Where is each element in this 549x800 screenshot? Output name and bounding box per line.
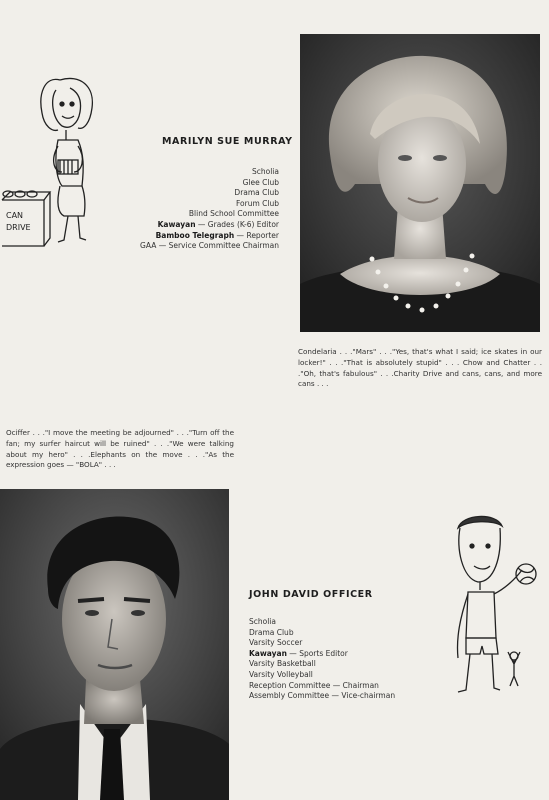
activity-item: Assembly Committee — Vice-chairman (249, 691, 396, 701)
activity-item: Scholia (249, 617, 276, 626)
activities-list-john (249, 617, 395, 702)
activity-item: Varsity Volleyball (249, 669, 313, 679)
quote-marilyn: Condelaria . . ."Mars" . . ."Yes, that's what I said; ice skates in our locker!" . . ."That is absolutely stupid" . . . Chow and Chatter . . ."Oh, that's fabulous" . . .Charity Drive and cans, cans, and more cans . . . (298, 347, 542, 389)
activity-item: Blind School Committee (188, 209, 279, 219)
quote-john: Ociffer . . ."I move the meeting be adjourned" . . ."Turn off the fan; my surfer haircut will be ruined" . . ."We were talking about my hero" . . .Elephants on the move . . ."As the expression goes — "BOLA" . . . (6, 428, 234, 470)
activity-item: Reception Committee — Chairman (249, 680, 379, 690)
portrait-photo-john-art (0, 489, 229, 800)
activity-item: Scholia (252, 167, 279, 176)
activity-item: Drama Club (234, 188, 279, 198)
portrait-photo-marilyn (300, 34, 540, 332)
activity-item: Varsity Soccer (249, 638, 303, 648)
portrait-photo-marilyn-art (300, 34, 540, 332)
activity-item: Varsity Basketball (249, 659, 316, 669)
caricature-girl-drawing (0, 68, 130, 248)
caricature-boy-illustration (436, 508, 546, 698)
caricature-sign-line-1: CAN (6, 211, 24, 220)
activity-item: Kawayan — Sports Editor (249, 648, 348, 658)
student-name-john: JOHN DAVID OFFICER (249, 589, 373, 600)
activity-item: Drama Club (249, 627, 294, 637)
caricature-girl-illustration (0, 68, 130, 248)
student-name-marilyn: MARILYN SUE MURRAY (162, 136, 293, 147)
activity-item: Bamboo Telegraph — Reporter (155, 230, 279, 240)
activity-item: Kawayan — Grades (K-6) Editor (157, 219, 279, 229)
activity-item: Forum Club (236, 198, 279, 208)
portrait-photo-john (0, 489, 229, 800)
caricature-sign-line-2: DRIVE (6, 223, 31, 232)
caricature-boy-drawing (436, 508, 546, 698)
activity-item: Glee Club (242, 177, 279, 187)
activities-list-marilyn (140, 167, 279, 252)
activity-item: GAA — Service Committee Chairman (140, 241, 279, 251)
